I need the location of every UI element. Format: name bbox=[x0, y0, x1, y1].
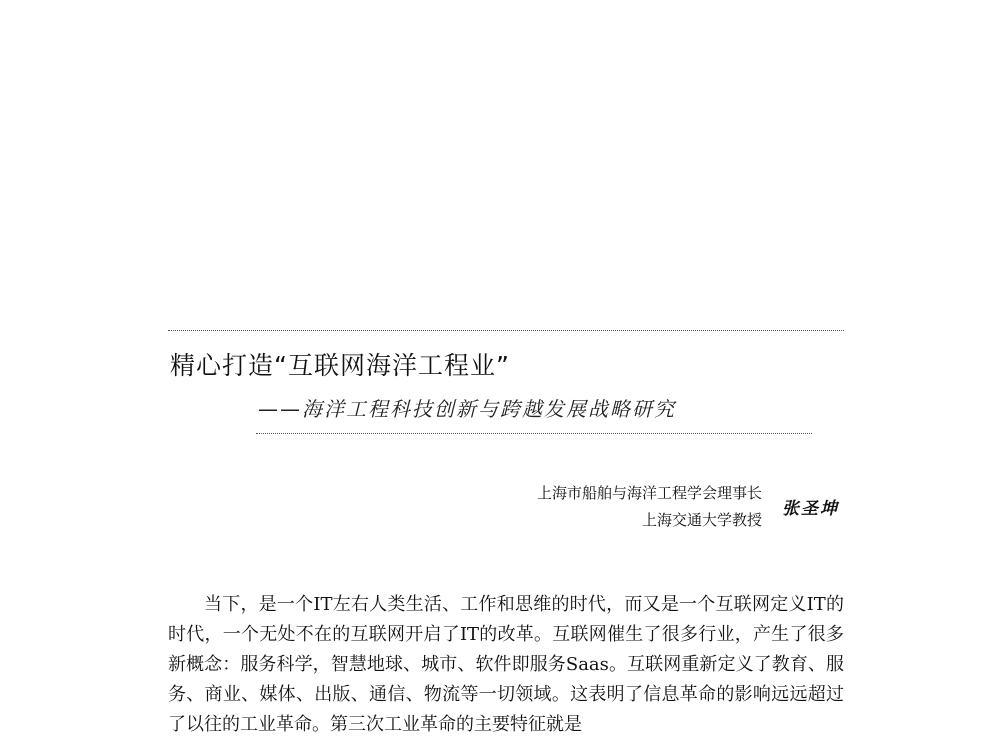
author-affiliation-1: 上海市船舶与海洋工程学会理事长 bbox=[536, 484, 762, 502]
author-affiliation-2: 上海交通大学教授 bbox=[641, 511, 762, 529]
bottom-divider bbox=[256, 433, 812, 434]
author-affiliations bbox=[440, 480, 762, 534]
article-title: 精心打造“互联网海洋工程业” bbox=[170, 351, 510, 380]
top-divider bbox=[168, 330, 844, 331]
body-paragraph-1: 当下，是一个IT左右人类生活、工作和思维的时代，而又是一个互联网定义IT的时代，一个无处不在的互联网开启了IT的改革。互联网催生了很多行业，产生了很多新概念：服务科学，智慧地球、城市、软件即服务Saas。互联网重新定义了教育、服务、商业、媒体、出版、通信、物流等一切领域。这表明了信息革命的影响远远超过了以往的工业革命。第三次工业革命的主要特征就是 bbox=[168, 594, 844, 735]
article-subtitle: ——海洋工程科技创新与跨越发展战略研究 bbox=[258, 397, 676, 421]
author-name: 张圣坤 bbox=[782, 499, 839, 519]
